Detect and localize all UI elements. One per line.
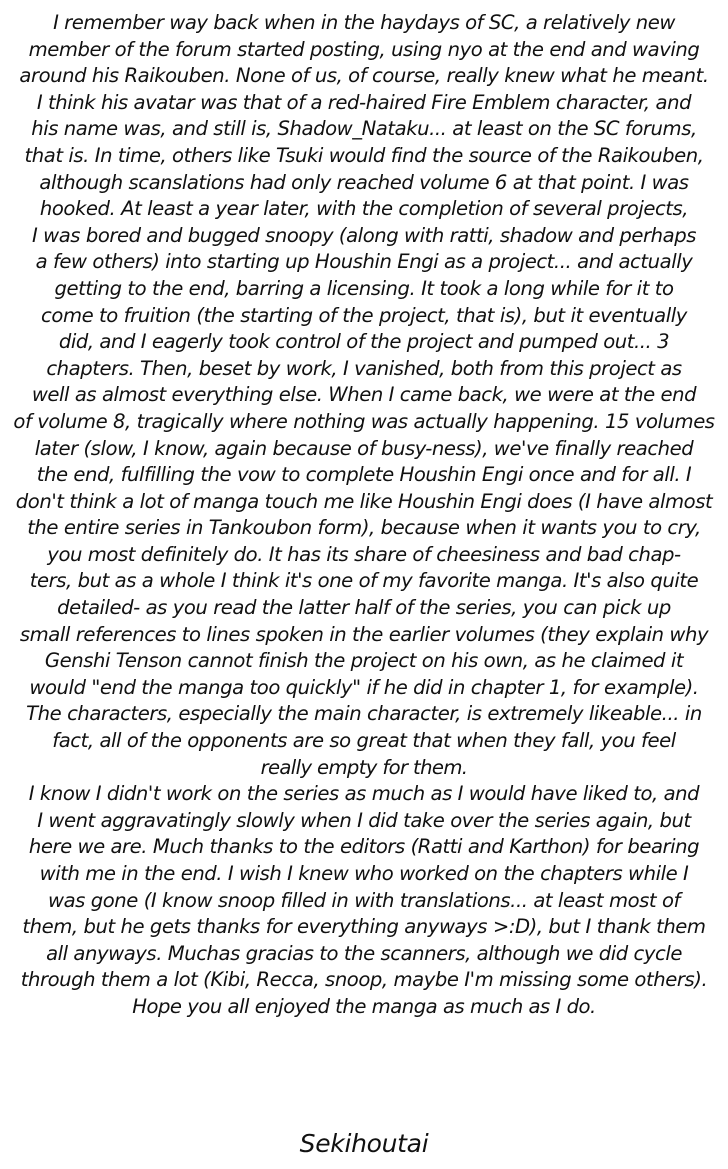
note-line: Hope you all enjoyed the manga as much as I do. xyxy=(132,994,596,1018)
note-line: them, but he gets thanks for everything anyways >:D), but I thank them xyxy=(22,915,706,939)
note-line: the entire series in Tankoubon form), because when it wants you to cry, xyxy=(27,516,701,540)
note-line: of volume 8, tragically where nothing was actually happening. 15 volumes xyxy=(13,409,715,433)
note-line: the end, fulfilling the vow to complete Houshin Engi once and for all. I xyxy=(36,463,692,487)
note-line: did, and I eagerly took control of the project and pumped out... 3 xyxy=(58,330,670,354)
note-line: here we are. Much thanks to the editors (Ratti and Karthon) for bearing xyxy=(28,835,700,859)
note-line: hooked. At least a year later, with the completion of several projects, xyxy=(39,197,689,221)
note-line: his name was, and still is, Shadow_Nataku... at least on the SC forums, xyxy=(31,117,697,141)
note-line: detailed- as you read the latter half of the series, you can pick up xyxy=(57,596,671,620)
note-line: although scanslations had only reached volume 6 at that point. I was xyxy=(39,170,689,194)
note-line: I remember way back when in the haydays of SC, a relatively new xyxy=(53,11,675,34)
note-line: through them a lot (Kibi, Recca, snoop, maybe I'm missing some others). xyxy=(20,968,708,992)
note-line: well as almost everything else. When I came back, we were at the end xyxy=(31,383,697,407)
note-line: a few others) into starting up Houshin Engi as a project... and actually xyxy=(35,250,693,274)
note-line: later (slow, I know, again because of busy-ness), we've finally reached xyxy=(34,436,694,460)
note-line: come to fruition (the starting of the project, that is), but it eventually xyxy=(41,303,687,327)
note-line: you most definitely do. It has its share of cheesiness and bad chap- xyxy=(47,542,681,566)
note-line: that is. In time, others like Tsuki would find the source of the Raikouben, xyxy=(24,143,704,167)
note-line: The characters, especially the main character, is extremely likeable... in xyxy=(26,702,702,726)
note-line: I went aggravatingly slowly when I did take over the series again, but xyxy=(37,808,691,832)
note-line: around his Raikouben. None of us, of course, really knew what he meant. xyxy=(19,64,709,88)
note-line: ters, but as a whole I think it's one of my favorite manga. It's also quite xyxy=(29,569,699,593)
note-line: fact, all of the opponents are so great that when they fall, you feel xyxy=(52,729,676,753)
note-line: would "end the manga too quickly" if he did in chapter 1, for example). xyxy=(29,675,699,699)
note-line: don't think a lot of manga touch me like Houshin Engi does (I have almost xyxy=(15,489,713,513)
note-line: I was bored and bugged snoopy (along with ratti, shadow and perhaps xyxy=(32,223,696,247)
note-line: really empty for them. xyxy=(260,755,468,779)
note-line: member of the forum started posting, using nyo at the end and waving xyxy=(28,37,700,61)
note-line: small references to lines spoken in the earlier volumes (they explain why xyxy=(19,622,709,646)
note-line: chapters. Then, beset by work, I vanished, both from this project as xyxy=(46,356,682,380)
note-line: all anyways. Muchas gracias to the scanners, although we did cycle xyxy=(46,941,682,965)
note-line: Genshi Tenson cannot finish the project on his own, as he claimed it xyxy=(44,649,684,673)
note-line: getting to the end, barring a licensing. It took a long while for it to xyxy=(54,276,674,300)
note-line: with me in the end. I wish I knew who worked on the chapters while I xyxy=(39,862,689,885)
note-line: was gone (I know snoop filled in with translations... at least most of xyxy=(48,888,680,912)
signature: Sekihoutai xyxy=(299,1129,429,1158)
note-body xyxy=(0,10,728,1021)
note-line: I know I didn't work on the series as much as I would have liked to, and xyxy=(28,782,700,806)
note-line: I think his avatar was that of a red-haired Fire Emblem character, and xyxy=(36,90,692,114)
